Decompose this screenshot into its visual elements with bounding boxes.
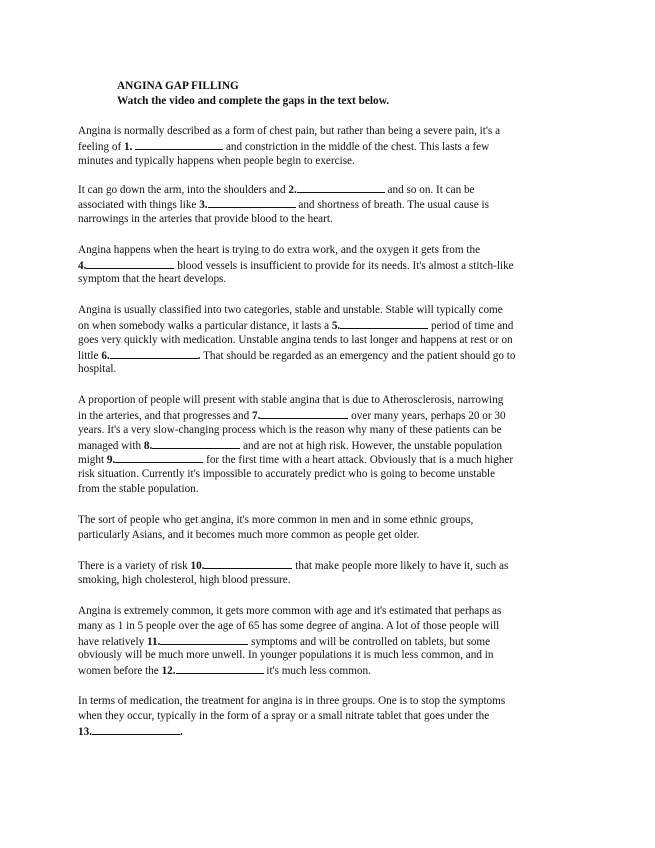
- answer-gap[interactable]: [86, 258, 174, 269]
- text-line: [78, 318, 578, 333]
- text-line: [78, 272, 578, 287]
- text-segment: and constriction in the middle of the chest. This lasts a few: [223, 140, 490, 153]
- text-segment: that make people more likely to have it, such as: [292, 560, 509, 573]
- text-line: [78, 243, 578, 258]
- answer-gap[interactable]: [135, 139, 223, 150]
- text-line: [78, 513, 578, 528]
- text-line: [78, 482, 578, 497]
- text-line: [78, 348, 578, 363]
- text-segment: it's much less common.: [263, 665, 371, 678]
- gap-number: 3.: [199, 199, 208, 212]
- text-segment: symptoms and will be controlled on tablets, but some: [248, 635, 491, 648]
- text-segment: That should be regarded as an emergency and the patient should go to: [200, 349, 516, 362]
- answer-gap[interactable]: [297, 182, 385, 193]
- text-segment: for the first time with a heart attack. Obviously that is a much higher: [203, 454, 514, 467]
- answer-gap[interactable]: [260, 408, 348, 419]
- gap-number: 9.: [106, 454, 116, 467]
- text-line: [78, 303, 578, 318]
- text-line: [78, 573, 578, 588]
- worksheet-body: [78, 124, 578, 754]
- gap-number: 2.: [288, 184, 297, 197]
- paragraph: [78, 513, 578, 543]
- text-segment: many as 1 in 5 people over the age of 65 has some degree of angina. A lot of those people will: [78, 619, 500, 632]
- text-line: [78, 604, 578, 619]
- text-line: [78, 648, 578, 663]
- text-segment: Angina is normally described as a form of chest pain, but rather than being a severe pain, it's a: [78, 125, 501, 137]
- text-line: [78, 212, 578, 227]
- paragraph: [78, 393, 578, 497]
- answer-gap[interactable]: [176, 663, 264, 674]
- text-segment: period of time and: [428, 319, 514, 332]
- answer-gap[interactable]: [204, 558, 292, 569]
- text-segment: in the arteries, and that progresses and: [78, 409, 252, 422]
- text-segment: blood vessels is insufficient to provide for its needs. It's almost a stitch-like: [174, 259, 514, 272]
- text-segment: associated with things like: [78, 199, 200, 212]
- text-line: [78, 438, 578, 453]
- gap-number: .: [179, 725, 183, 738]
- answer-gap[interactable]: [110, 348, 198, 359]
- text-segment: It can go down the arm, into the shoulders and: [78, 184, 289, 197]
- text-segment: A proportion of people will present with stable angina that is due to Atherosclerosis, narrowing: [78, 394, 504, 407]
- text-segment: and so on. It can be: [384, 184, 475, 197]
- text-segment: In terms of medication, the treatment for angina is in three groups. One is to stop the symptoms: [78, 694, 506, 707]
- text-segment: and are not at high risk. However, the unstable population: [240, 439, 503, 452]
- text-segment: particularly Asians, and it becomes much more common as people get older.: [78, 528, 420, 541]
- paragraph: [78, 604, 578, 678]
- answer-gap[interactable]: [340, 318, 428, 329]
- text-line: [78, 634, 578, 649]
- text-segment: women before the: [78, 665, 162, 678]
- text-segment: from the stable population.: [78, 482, 199, 495]
- paragraph: [78, 182, 578, 226]
- paragraph: [78, 243, 578, 287]
- text-line: [78, 663, 578, 678]
- text-segment: symptom that the heart develops.: [78, 273, 227, 286]
- text-segment: might: [78, 454, 107, 467]
- answer-gap[interactable]: [115, 452, 203, 463]
- text-segment: feeling of: [78, 140, 124, 153]
- text-line: [78, 124, 578, 139]
- text-line: [78, 423, 578, 438]
- text-line: [78, 182, 578, 197]
- gap-number: 13.: [78, 725, 92, 738]
- text-segment: Angina happens when the heart is trying to do extra work, and the oxygen it gets from the: [78, 243, 481, 256]
- text-segment: when they occur, typically in the form of a spray or a small nitrate tablet that goes under the: [78, 709, 490, 722]
- text-line: [78, 467, 578, 482]
- gap-number: 8.: [143, 439, 153, 452]
- text-segment: Angina is usually classified into two categories, stable and unstable. Stable will typically come: [78, 304, 503, 317]
- paragraph: [78, 694, 578, 738]
- gap-number: 1.: [123, 140, 133, 153]
- answer-gap[interactable]: [152, 438, 240, 449]
- gap-number: 6.: [101, 349, 110, 362]
- text-line: [78, 452, 578, 467]
- text-segment: and shortness of breath. The usual cause is: [295, 199, 489, 212]
- text-segment: over many years, perhaps 20 or 30: [348, 409, 506, 422]
- text-segment: There is a variety of risk: [78, 560, 191, 573]
- answer-gap[interactable]: [92, 724, 180, 735]
- text-segment: obviously will be much more unwell. In younger populations it is much less common, and in: [78, 649, 494, 662]
- text-segment: smoking, high cholesterol, high blood pressure.: [78, 574, 291, 587]
- text-segment: narrowings in the arteries that provide blood to the heart.: [78, 212, 333, 225]
- text-line: [78, 139, 578, 154]
- text-line: [78, 333, 578, 348]
- text-line: [78, 694, 578, 709]
- text-line: [78, 528, 578, 543]
- text-segment: Angina is extremely common, it gets more common with age and it's estimated that perhaps as: [78, 604, 502, 617]
- gap-number: 12.: [161, 665, 176, 678]
- text-line: [78, 393, 578, 408]
- text-segment: years. It's a very slow-changing process which is the reason why many of these patients can be: [78, 423, 502, 436]
- text-segment: hospital.: [78, 363, 117, 376]
- paragraph: [78, 124, 578, 168]
- worksheet-title: ANGINA GAP FILLING: [117, 80, 239, 92]
- text-segment: goes very quickly with medication. Unstable angina tends to last longer and happens at rest or on: [78, 333, 513, 346]
- text-segment: minutes and typically happens when people begin to exercise.: [78, 154, 355, 167]
- answer-gap[interactable]: [208, 197, 296, 208]
- text-line: [78, 197, 578, 212]
- gap-number: 10.: [190, 560, 205, 573]
- text-segment: little: [78, 349, 102, 362]
- text-line: [78, 558, 578, 573]
- text-line: [78, 709, 578, 724]
- text-segment: have relatively: [78, 635, 147, 648]
- text-segment: The sort of people who get angina, it's more common in men and in some ethnic groups,: [78, 513, 474, 526]
- worksheet-instruction: Watch the video and complete the gaps in the text below.: [117, 95, 390, 107]
- text-line: [78, 408, 578, 423]
- paragraph: [78, 303, 578, 377]
- text-line: [78, 724, 578, 739]
- gap-number: 4.: [78, 259, 87, 272]
- header: [117, 79, 389, 109]
- gap-number: .: [197, 349, 201, 362]
- text-line: [78, 154, 578, 169]
- text-line: [78, 258, 578, 273]
- text-segment: on when somebody walks a particular distance, it lasts a: [78, 319, 332, 332]
- answer-gap[interactable]: [160, 634, 248, 645]
- text-line: [78, 619, 578, 634]
- text-segment: risk situation. Currently it's impossible to accurately predict who is going to become unstable: [78, 468, 496, 481]
- text-line: [78, 362, 578, 377]
- gap-number: 11.: [146, 635, 161, 648]
- text-segment: managed with: [78, 439, 144, 452]
- gap-number: 7.: [251, 409, 261, 422]
- gap-number: 5.: [331, 319, 341, 332]
- paragraph: [78, 558, 578, 588]
